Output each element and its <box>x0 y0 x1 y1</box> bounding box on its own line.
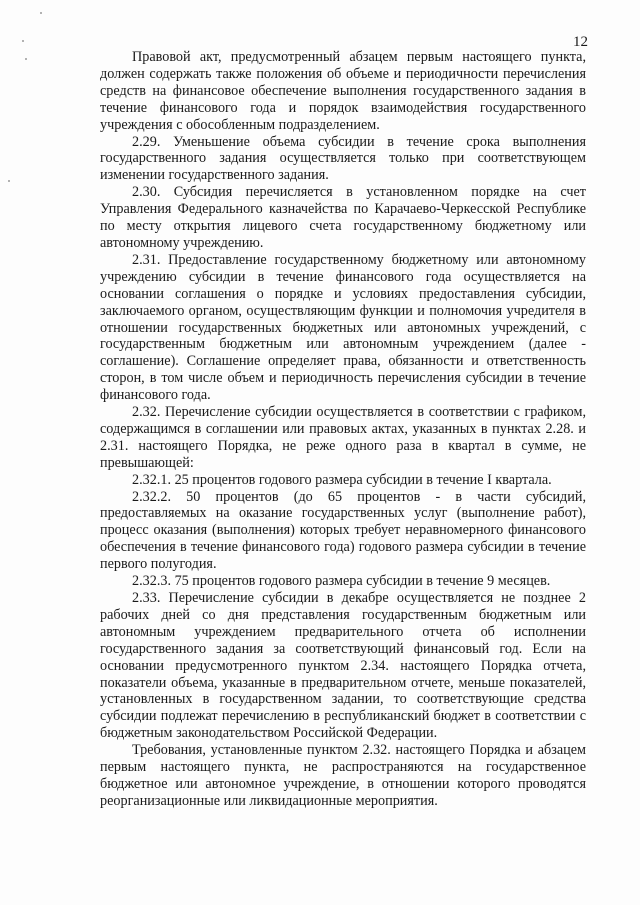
paragraph-2-32-2: 2.32.2. 50 процентов (до 65 процентов - в части субсидий, предоставляемых на оказание государственных услуг (выполнение работ), процесс оказания (выполнения) которых требует неравномерного финансового обеспечения в течение финансового года) годового размера субсидии в течение первого полугодия. <box>100 488 586 573</box>
scan-speck <box>40 12 42 14</box>
paragraph-requirements: Требования, установленные пунктом 2.32. настоящего Порядка и абзацем первым настоящего пункта, не распространяются на государственное бюджетное или автономное учреждение, в отношении которого проводятся реорганизационные или ликвидационные мероприятия. <box>100 742 586 809</box>
scan-speck <box>25 58 27 60</box>
paragraph-2-32: 2.32. Перечисление субсидии осуществляется в соответствии с графиком, содержащимся в соглашении или правовых актах, указанных в пунктах 2.28. и 2.31. настоящего Порядка, не реже одного раза в квартал в сумме, не превышающей: <box>100 404 586 471</box>
paragraph-2-33: 2.33. Перечисление субсидии в декабре осуществляется не позднее 2 рабочих дней со дня представления государственным бюджетным или автономным учреждением предварительного отчета об исполнении государственного задания за соответствующий финансовый год. Если на основании предусмотренного пунктом 2.34. настоящего Порядка отчета, показатели объема, указанные в предварительном отчете, меньше показателей, установленных в государственном задании, то соответствующие средства субсидии подлежат перечислению в республиканский бюджет в соответствии с бюджетным законодательством Российской Федерации. <box>100 590 586 742</box>
scan-speck <box>22 40 24 42</box>
paragraph-2-31: 2.31. Предоставление государственному бюджетному или автономному учреждению субсидии в течение финансового года осуществляется на основании соглашения о порядке и условиях предоставления субсидии, заключаемого органом, осуществляющим функции и полномочия учредителя в отношении государственных бюджетных или автономных учреждений, с государственным бюджетным или автономным учреждением (далее - соглашение). Соглашение определяет права, обязанности и ответственность сторон, в том числе объем и периодичность перечисления субсидии в течение финансового года. <box>100 251 586 404</box>
paragraph-2-29: 2.29. Уменьшение объема субсидии в течение срока выполнения государственного задания осуществляется только при соответствующем изменении государственного задания. <box>100 133 586 184</box>
paragraph-2-30: 2.30. Субсидия перечисляется в установленном порядке на счет Управления Федерального казначейства по Карачаево-Черкесской Республике по месту открытия лицевого счета государственному бюджетному или автономному учреждению. <box>100 184 586 251</box>
paragraph-2-32-1: 2.32.1. 25 процентов годового размера субсидии в течение I квартала. <box>132 471 552 488</box>
scan-speck <box>8 180 10 182</box>
paragraph-2-32-3: 2.32.3. 75 процентов годового размера субсидии в течение 9 месяцев. <box>132 573 551 590</box>
page-number: 12 <box>573 34 588 50</box>
paragraph-legal-act: Правовой акт, предусмотренный абзацем первым настоящего пункта, должен содержать также положения об объеме и периодичности перечисления средств на финансовое обеспечение выполнения государственного задания в течение финансового года и порядок взаимодействия государственного учреждения с обособленным подразделением. <box>100 49 586 133</box>
document-body <box>100 49 586 810</box>
